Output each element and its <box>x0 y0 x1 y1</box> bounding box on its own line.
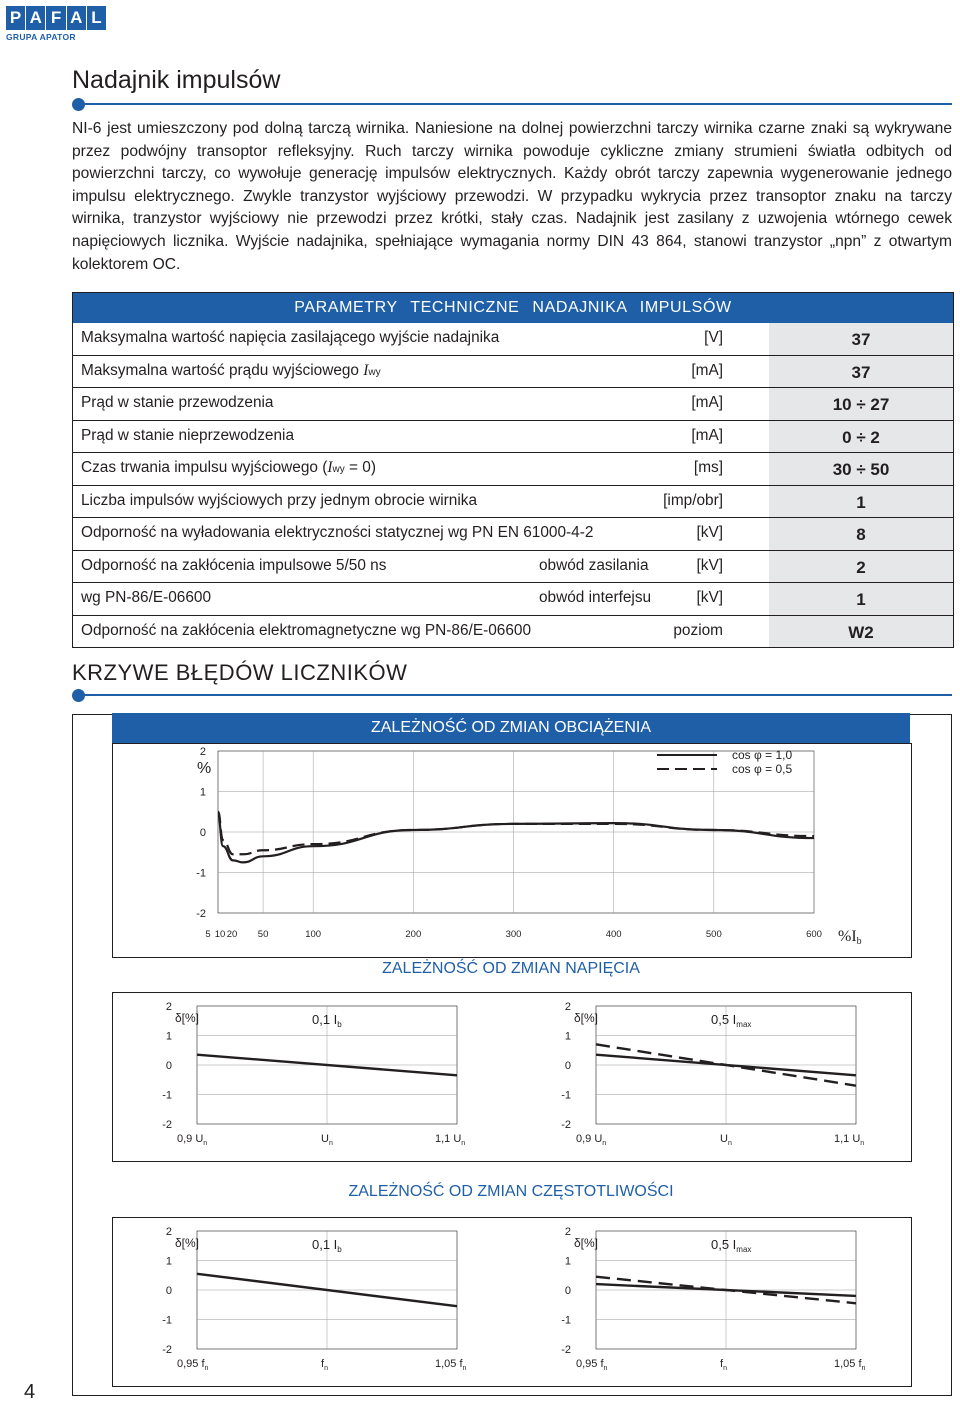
param-unit: [kV] <box>696 589 723 606</box>
param-value: 37 <box>851 362 871 382</box>
y-tick-label: 0 <box>199 827 206 839</box>
y-tick-label: 1 <box>564 1030 571 1043</box>
param-label: Maksymalna wartość napięcia zasilającego wyjście nadajnika <box>81 329 500 346</box>
table-row <box>73 453 953 486</box>
param-label: Prąd w stanie przewodzenia <box>81 394 274 411</box>
y-axis-label: δ[%] <box>574 1011 599 1025</box>
x-tick-label: 500 <box>705 929 722 940</box>
y-tick-label: 2 <box>165 1226 172 1238</box>
voltage-chart-title: ZALEŻNOŚĆ OD ZMIAN NAPIĘCIA <box>382 960 640 977</box>
param-label: Odporność na zakłócenia elektromagnetyczne wg PN-86/E-06600 <box>81 621 532 639</box>
y-tick-label: -1 <box>162 1089 172 1102</box>
param-value: 0 ÷ 2 <box>842 427 880 447</box>
logo-letter: P <box>6 6 25 30</box>
y-tick-label: -2 <box>561 1344 571 1356</box>
logo-subtitle: GRUPA APATOR <box>6 32 76 42</box>
y-tick-label: -2 <box>196 908 206 920</box>
logo-letter: F <box>46 6 65 30</box>
param-label: Odporność na zakłócenia impulsowe 5/50 ns <box>81 556 387 574</box>
x-tick-label: 0,9 $U_n$ <box>177 1133 208 1147</box>
logo-letter: L <box>87 6 106 30</box>
section-title-error-curves: KRZYWE BŁĘDÓW LICZNIKÓW <box>72 660 408 685</box>
param-unit: [mA] <box>691 426 723 444</box>
y-axis-label: δ[%] <box>574 1236 599 1250</box>
load-condition-label: 0,5 $I_{max}$ <box>711 1012 752 1029</box>
x-tick-label: 300 <box>505 929 522 940</box>
param-circuit: obwód zasilania <box>539 556 649 574</box>
table-row <box>73 356 953 389</box>
table-body <box>73 323 953 647</box>
table-row <box>73 551 953 584</box>
x-tick-label: 0,95 $f_n$ <box>177 1358 209 1372</box>
y-tick-label: 1 <box>564 1255 571 1268</box>
table-row <box>73 583 953 616</box>
section-title-impulse-transmitter: Nadajnik impulsów <box>72 66 281 94</box>
x-axis-label: %Ib <box>838 928 862 947</box>
logo-letter: A <box>67 6 86 30</box>
legend-entry: cos φ = 1,0 <box>732 748 793 762</box>
param-unit: [imp/obr] <box>663 491 723 509</box>
param-label: Prąd w stanie nieprzewodzenia <box>81 426 295 444</box>
frequency-chart-right <box>511 1217 910 1385</box>
table-row <box>73 616 953 648</box>
y-tick-label: 1 <box>199 786 206 799</box>
y-tick-label: -1 <box>196 867 206 880</box>
legend-entry: cos φ = 0,5 <box>732 762 793 776</box>
param-value: 30 ÷ 50 <box>832 460 890 479</box>
param-unit: poziom <box>673 621 723 639</box>
table-row <box>73 421 953 454</box>
x-tick-label: 1,1 $U_n$ <box>435 1133 466 1147</box>
load-chart-title: ZALEŻNOŚĆ OD ZMIAN OBCIĄŻENIA <box>112 713 910 743</box>
param-value: 37 <box>851 330 871 349</box>
y-tick-label: 2 <box>564 1001 571 1013</box>
heading-rule <box>80 103 952 105</box>
x-tick-label: 50 <box>257 929 269 940</box>
intro-paragraph: NI-6 jest umieszczony pod dolną tarczą wirnika. Naniesione na dolnej powierzchni tarczy wirnika czarne znaki są wykrywane przez podwójny transoptor refleksyjny. Ruch tarczy wirnika powoduje cykliczne zmiany strumieni światła odbitych od powierzchni tarczy, co wywołuje generację impulsów elektrycznych. Każdy obrót tarczy zapewnia wygenerowanie jednego impulsu elektrycznego. Zwykle tranzystor wyjściowy przewodzi. W przypadku wykrycia przez transoptor znaku na tarczy wirnika, tranzystor wyjściowy nie przewodzi przez krótki, stały czas. Nadajnik jest zasilany z uzwojenia wtórnego cewek napięciowych licznika. Wyjście nadajnika, spełniające wymagania normy DIN 43 864, stanowi tranzystor „npn” z otwartym kolektorem OC. <box>72 120 952 273</box>
param-value: 8 <box>856 525 866 544</box>
param-value: 10 ÷ 27 <box>832 395 890 414</box>
y-tick-label: 0 <box>165 1060 172 1072</box>
y-tick-label: -1 <box>561 1089 571 1102</box>
load-dependence-chart <box>112 743 910 956</box>
load-condition-label: 0,1 $I_b$ <box>312 1237 342 1254</box>
param-unit: [mA] <box>691 394 723 411</box>
series-line-solid <box>218 816 814 863</box>
y-tick-label: -1 <box>561 1314 571 1327</box>
param-value: 2 <box>856 557 866 577</box>
load-condition-label: 0,1 $I_b$ <box>312 1012 342 1029</box>
technical-parameters-table <box>72 292 954 648</box>
voltage-chart-right <box>511 992 910 1160</box>
y-axis-label: δ[%] <box>175 1236 200 1250</box>
x-tick-label: 100 <box>305 929 322 940</box>
y-tick-label: 2 <box>199 746 206 758</box>
param-label: Maksymalna wartość prądu wyjściowego Iwy <box>81 361 381 379</box>
y-tick-label: -2 <box>561 1119 571 1131</box>
page-number: 4 <box>24 1381 36 1403</box>
y-tick-label: -2 <box>162 1344 172 1356</box>
voltage-chart-left <box>112 992 511 1160</box>
y-tick-label: -2 <box>162 1119 172 1131</box>
param-unit: [mA] <box>691 361 723 379</box>
x-tick-label: 1,1 $U_n$ <box>834 1133 865 1147</box>
table-row <box>73 323 953 356</box>
param-circuit: obwód interfejsu <box>539 589 652 606</box>
logo-letter: A <box>26 6 45 30</box>
param-unit: [ms] <box>693 459 723 476</box>
logo-letters <box>6 6 106 30</box>
table-row <box>73 518 953 551</box>
param-value: 1 <box>856 590 866 609</box>
y-tick-label: 2 <box>564 1226 571 1238</box>
param-unit: [kV] <box>696 524 723 541</box>
y-axis-label: δ[%] <box>175 1011 200 1025</box>
param-value: W2 <box>848 622 874 642</box>
x-tick-label: $U_n$ <box>321 1133 333 1147</box>
param-label: Odporność na wyładowania elektryczności statycznej wg PN EN 61000-4-2 <box>81 524 594 541</box>
y-tick-label: 0 <box>564 1285 571 1297</box>
heading-rule <box>80 694 952 696</box>
x-tick-label: 400 <box>605 929 622 940</box>
frequency-chart-title: ZALEŻNOŚĆ OD ZMIAN CZĘSTOTLIWOŚCI <box>112 1176 910 1208</box>
x-tick-label: 1,05 $f_n$ <box>435 1358 467 1372</box>
x-tick-label: 200 <box>405 929 422 940</box>
param-unit: [V] <box>704 329 723 346</box>
load-condition-label: 0,5 $I_{max}$ <box>711 1237 752 1254</box>
x-tick-label: $f_n$ <box>321 1358 328 1372</box>
x-tick-label: 600 <box>806 929 822 940</box>
x-tick-label: 20 <box>226 929 238 940</box>
param-label: wg PN-86/E-06600 <box>81 589 212 606</box>
param-label: Czas trwania impulsu wyjściowego (Iwy = 0) <box>81 459 376 476</box>
x-tick-label: 0,95 $f_n$ <box>576 1358 608 1372</box>
param-unit: [kV] <box>696 556 723 574</box>
param-label: Liczba impulsów wyjściowych przy jednym obrocie wirnika <box>81 491 478 509</box>
x-tick-label: $f_n$ <box>720 1358 727 1372</box>
y-tick-label: 1 <box>165 1030 172 1043</box>
y-axis-label: % <box>197 760 212 777</box>
y-tick-label: 2 <box>165 1001 172 1013</box>
y-tick-label: 0 <box>564 1060 571 1072</box>
y-tick-label: 1 <box>165 1255 172 1268</box>
y-tick-label: 0 <box>165 1285 172 1297</box>
y-tick-label: -1 <box>162 1314 172 1327</box>
x-tick-label: 5 <box>205 929 211 940</box>
x-tick-label: 1,05 $f_n$ <box>834 1358 866 1372</box>
pafal-logo <box>6 6 106 44</box>
series-line-dashed <box>218 812 814 855</box>
table-row <box>73 486 953 519</box>
x-tick-label: 10 <box>214 929 226 940</box>
x-tick-label: $U_n$ <box>720 1133 732 1147</box>
table-row <box>73 388 953 421</box>
frequency-chart-left <box>112 1217 511 1385</box>
table-header: PARAMETRY TECHNICZNE NADAJNIKA IMPULSÓW <box>73 293 953 323</box>
param-value: 1 <box>856 492 866 512</box>
x-tick-label: 0,9 $U_n$ <box>576 1133 607 1147</box>
